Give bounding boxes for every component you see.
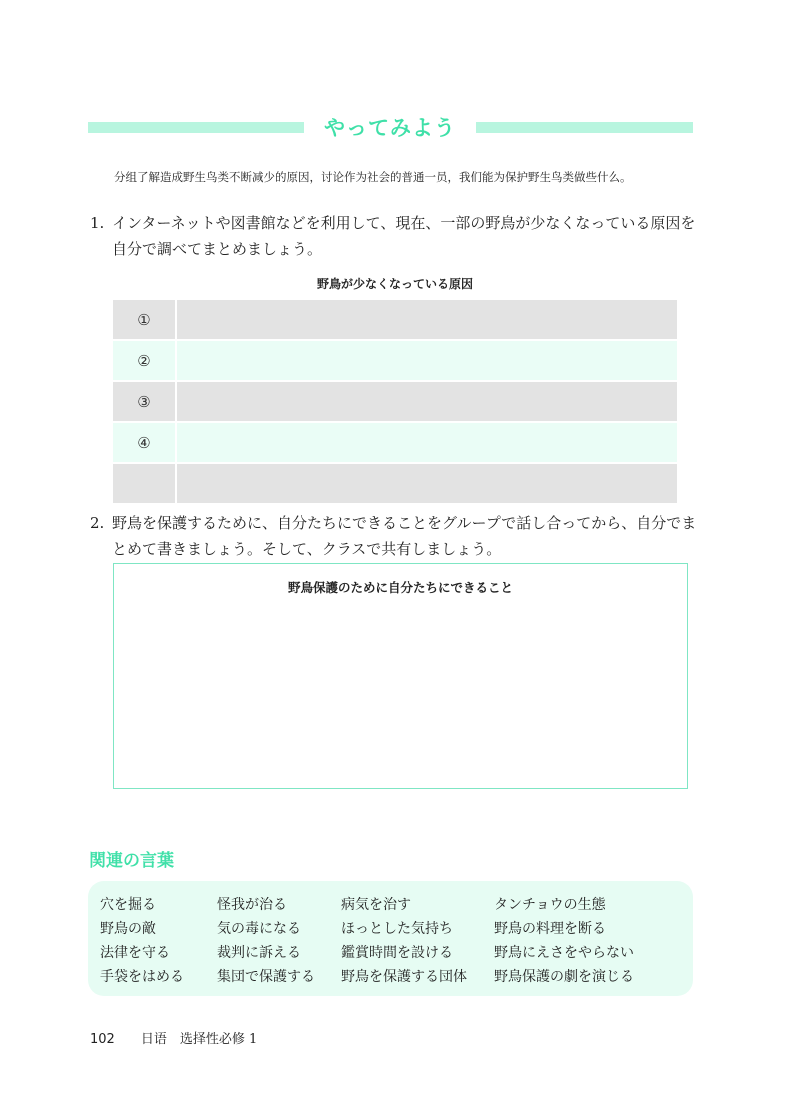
word-item: 野鳥の料理を断る xyxy=(494,921,606,937)
intro-text: 分组了解造成野生鸟类不断减少的原因，讨论作为社会的普通一员，我们能为保护野生鸟类做些什么。 xyxy=(114,170,632,184)
row-number xyxy=(113,464,177,503)
word-item: 集団で保護する xyxy=(217,969,315,985)
row-number: ③ xyxy=(113,382,177,421)
word-item: タンチョウの生態 xyxy=(494,897,606,913)
word-item: 病気を治す xyxy=(341,897,411,913)
word-item: 野鳥にえさをやらない xyxy=(494,945,634,961)
writing-box-title: 野鳥保護のために自分たちにできること xyxy=(287,580,513,595)
section-title: やってみよう xyxy=(324,116,456,140)
word-item: 鑑賞時間を設ける xyxy=(341,945,453,961)
word-item: 怪我が治る xyxy=(217,897,287,913)
related-words-box xyxy=(88,881,693,996)
word-item: 野鳥の敵 xyxy=(100,921,156,937)
task-2-number: 2. xyxy=(90,514,105,532)
task-2-text: 野鳥を保護するために、自分たちにできることをグループで話し合ってから、自分でまとめて書きましょう。そして、クラスで共有しましょう。 xyxy=(112,514,697,558)
row-number: ① xyxy=(113,300,177,339)
answer-cell[interactable] xyxy=(177,300,677,339)
page-footer xyxy=(90,1028,257,1047)
answer-cell[interactable] xyxy=(177,423,677,462)
book-title: 日语 选择性必修 1 xyxy=(140,1032,258,1047)
table-row xyxy=(113,300,677,341)
table-row xyxy=(113,382,677,423)
answer-cell[interactable] xyxy=(177,464,677,503)
task-1 xyxy=(90,210,700,262)
task-1-text: インターネットや図書館などを利用して、現在、一部の野鳥が少なくなっている原因を自分で調べてまとめましょう。 xyxy=(112,214,696,258)
word-item: 野鳥保護の劇を演じる xyxy=(494,969,634,985)
related-words-heading: 関連の言葉 xyxy=(89,851,174,871)
reason-table-title: 野鳥が少なくなっている原因 xyxy=(316,277,473,291)
word-item: 穴を掘る xyxy=(100,897,156,913)
word-item: 手袋をはめる xyxy=(100,969,184,985)
answer-cell[interactable] xyxy=(177,382,677,421)
word-item: 野鳥を保護する団体 xyxy=(341,969,467,985)
page-number: 102 xyxy=(90,1032,115,1047)
table-row xyxy=(113,423,677,464)
word-item: 法律を守る xyxy=(100,945,170,961)
row-number: ② xyxy=(113,341,177,380)
title-bar-left xyxy=(88,122,304,133)
word-item: ほっとした気持ち xyxy=(341,921,453,937)
writing-box[interactable] xyxy=(113,563,688,789)
task-1-number: 1. xyxy=(90,214,105,232)
task-2 xyxy=(90,510,700,562)
row-number: ④ xyxy=(113,423,177,462)
word-item: 気の毒になる xyxy=(217,921,301,937)
answer-cell[interactable] xyxy=(177,341,677,380)
word-item: 裁判に訴える xyxy=(217,945,301,961)
table-row xyxy=(113,464,677,505)
title-bar-right xyxy=(476,122,693,133)
reason-table xyxy=(113,300,677,505)
table-row xyxy=(113,341,677,382)
